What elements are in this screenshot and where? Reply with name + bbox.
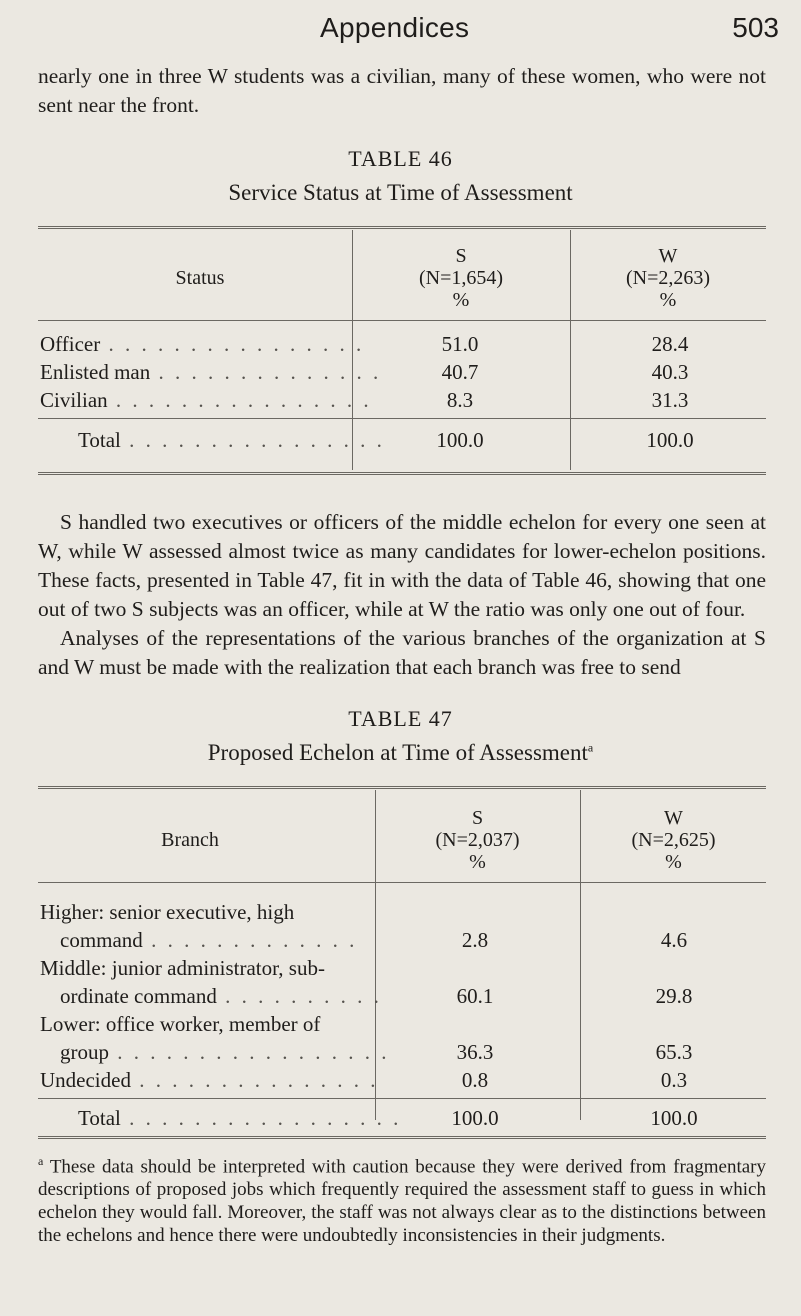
running-head-title: Appendices — [320, 12, 470, 43]
table47-row-s: 60.1 — [456, 984, 494, 1008]
table46-col-w-n: (N=2,263) — [625, 267, 711, 289]
table47-col-s-n: (N=2,037) — [435, 829, 520, 851]
table47-top-rule — [38, 786, 766, 789]
footnote-text: These data should be interpreted with caution because they were derived from fragmentary descriptions of proposed jobs which frequently required the assessment staff to guess in which echelon they would fall. Moreover, the staff was not always clear as to the distinctions between the echelons and hence there were undoubtedly inconsistencies in their judgments. — [38, 1156, 766, 1247]
table46-row-label: Civilian . . . . . . . . . . . . . . . . — [40, 388, 372, 412]
table46-bottom-rule — [38, 472, 766, 475]
table46-col-s: S — [455, 245, 467, 267]
table46-title: Service Status at Time of Assessment — [228, 180, 573, 205]
table46-label: TABLE 46 — [348, 146, 453, 171]
table46-total-rule — [38, 418, 766, 419]
table46-col-s-pct: % — [452, 289, 470, 311]
table46-row-label: Enlisted man . . . . . . . . . . . . . . — [40, 360, 382, 384]
table46-col-status: Status — [175, 267, 225, 289]
page-number: 503 — [732, 12, 779, 43]
table46-col-w: W — [658, 245, 678, 267]
table46-row-s: 8.3 — [446, 388, 474, 412]
intro-paragraph: nearly one in three W students was a civilian, many of these women, who were not sent near the front. — [38, 64, 766, 117]
table47-row-label: group . . . . . . . . . . . . . . . . . — [60, 1040, 390, 1064]
table47-total-label: Total . . . . . . . . . . . . . . . . . — [78, 1106, 402, 1130]
table47-label: TABLE 47 — [348, 706, 453, 731]
table46-row-s: 40.7 — [441, 360, 479, 384]
table47-row-label: Lower: office worker, member of — [40, 1012, 321, 1036]
table47-total-w: 100.0 — [650, 1106, 698, 1130]
table46-row-w: 40.3 — [651, 360, 689, 384]
table47-row-w: 29.8 — [655, 984, 693, 1008]
table47-row-label: Higher: senior executive, high — [40, 900, 295, 924]
table46-row-w: 31.3 — [651, 388, 689, 412]
body-paragraph: Analyses of the representations of the various branches of the organization at S and W must be made with the realization that each branch was free to send — [38, 626, 766, 679]
table47-row-s: 2.8 — [461, 928, 489, 952]
table46-row-s: 51.0 — [441, 332, 479, 356]
table46-col-s-n: (N=1,654) — [418, 267, 504, 289]
table47-total-s: 100.0 — [451, 1106, 499, 1130]
table47-row-label: Undecided . . . . . . . . . . . . . . . — [40, 1068, 379, 1092]
table47-row-label: ordinate command . . . . . . . . . . — [60, 984, 382, 1008]
table47-row-s: 36.3 — [456, 1040, 494, 1064]
table46-header-rule — [38, 320, 766, 321]
table47-col-s: S — [471, 807, 484, 829]
table47-col-w-pct: % — [665, 851, 682, 873]
table46-total-w: 100.0 — [646, 428, 694, 452]
footnote — [38, 1150, 766, 1247]
table47-total-rule — [38, 1098, 766, 1099]
table47-row-s: 0.8 — [461, 1068, 489, 1092]
table47-row-w: 4.6 — [660, 928, 688, 952]
table47-title: Proposed Echelon at Time of Assessment$^a$ — [207, 740, 594, 765]
table46-top-rule — [38, 226, 766, 229]
body-paragraph: S handled two executives or officers of the middle echelon for every one seen at W, while W assessed almost twice as many candidates for lower-echelon positions. These facts, presented in Table 47, fit in with the data of Table 46, showing that one out of two S subjects was an officer, while at W the ratio was only one out of four. — [38, 510, 766, 621]
table46-row-w: 28.4 — [651, 332, 689, 356]
footnote-marker: a — [38, 1154, 44, 1168]
running-head — [0, 8, 801, 48]
table47-row-label: Middle: junior administrator, sub- — [40, 956, 325, 980]
table47-col-branch: Branch — [161, 829, 219, 851]
table46-row-label: Officer . . . . . . . . . . . . . . . . — [40, 332, 365, 356]
table47-col-w: W — [664, 807, 683, 829]
table47-col-w-n: (N=2,625) — [631, 829, 716, 851]
table47-header-rule — [38, 882, 766, 883]
table47-col-s-pct: % — [469, 851, 486, 873]
table47-bottom-rule — [38, 1136, 766, 1139]
table46-col-w-pct: % — [659, 289, 677, 311]
table47-row-w: 65.3 — [655, 1040, 693, 1064]
table46-total-s: 100.0 — [436, 428, 484, 452]
table46-total-label: Total . . . . . . . . . . . . . . . . — [78, 428, 385, 452]
table47-row-label: command . . . . . . . . . . . . . — [60, 928, 358, 952]
table47-row-w: 0.3 — [660, 1068, 688, 1092]
